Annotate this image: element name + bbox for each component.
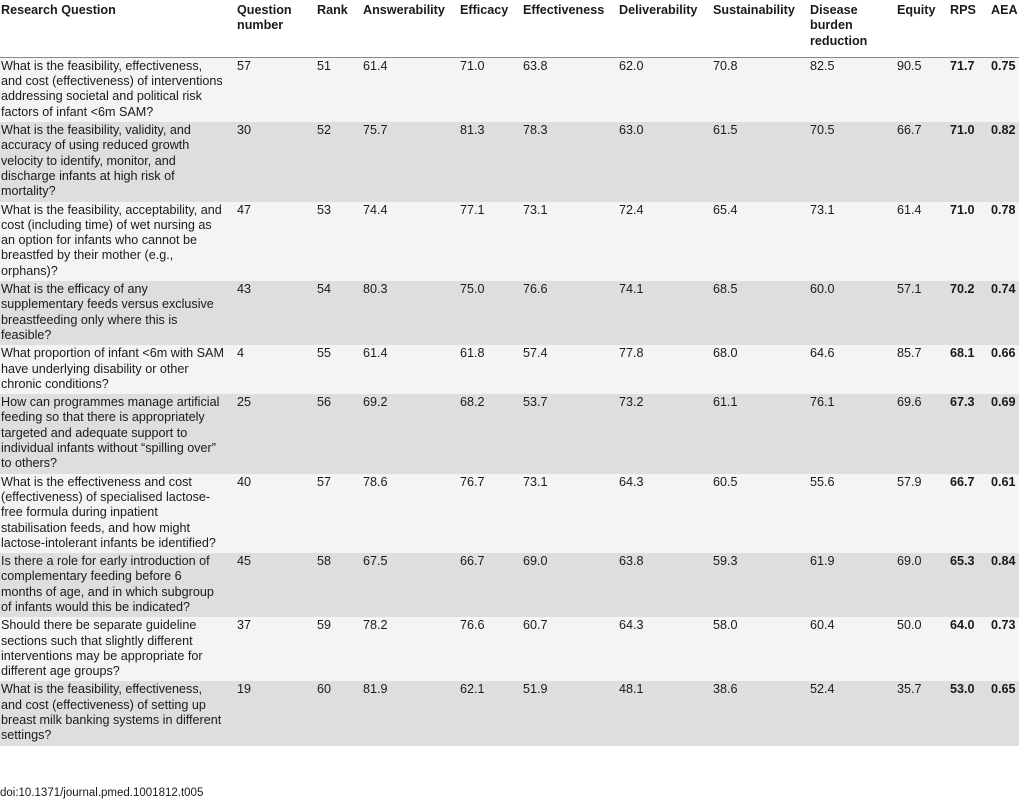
cell-deliverability: 74.1 [618, 281, 712, 345]
cell-efficacy: 61.8 [459, 345, 522, 394]
cell-question-number: 19 [236, 681, 316, 745]
cell-research-question: What is the efficacy of any supplementary feeds versus exclusive breastfeeding only where this is feasible? [0, 281, 236, 345]
cell-research-question: What is the effectiveness and cost (effectiveness) of specialised lactose-free formula during inpatient stabilisation feeds, and how might lactose-intolerant infants be identified? [0, 474, 236, 553]
cell-sustainability: 61.1 [712, 394, 809, 473]
cell-aea: 0.84 [990, 553, 1019, 617]
cell-answerability: 78.6 [362, 474, 459, 553]
cell-effectiveness: 51.9 [522, 681, 618, 745]
cell-sustainability: 70.8 [712, 57, 809, 122]
cell-deliverability: 64.3 [618, 474, 712, 553]
cell-answerability: 78.2 [362, 617, 459, 681]
cell-rps: 66.7 [949, 474, 990, 553]
cell-question-number: 47 [236, 202, 316, 281]
cell-effectiveness: 78.3 [522, 122, 618, 201]
cell-deliverability: 77.8 [618, 345, 712, 394]
cell-disease-burden-reduction: 61.9 [809, 553, 896, 617]
cell-efficacy: 68.2 [459, 394, 522, 473]
cell-rps: 71.7 [949, 57, 990, 122]
table-row [0, 202, 1019, 281]
cell-equity: 69.6 [896, 394, 949, 473]
cell-effectiveness: 53.7 [522, 394, 618, 473]
cell-research-question: Is there a role for early introduction of complementary feeding before 6 months of age, and in which subgroup of infants would this be indicated? [0, 553, 236, 617]
cell-research-question: How can programmes manage artificial feeding so that there is appropriately targeted and adequate support to individual infants without “spilling over” to others? [0, 394, 236, 473]
cell-research-question: What is the feasibility, validity, and accuracy of using reduced growth velocity to identify, monitor, and discharge infants at high risk of mortality? [0, 122, 236, 201]
col-header-rps: RPS [949, 0, 990, 57]
cell-disease-burden-reduction: 76.1 [809, 394, 896, 473]
cell-answerability: 67.5 [362, 553, 459, 617]
cell-research-question: Should there be separate guideline sections such that slightly different interventions may be appropriate for different age groups? [0, 617, 236, 681]
cell-equity: 35.7 [896, 681, 949, 745]
cell-efficacy: 71.0 [459, 57, 522, 122]
cell-disease-burden-reduction: 70.5 [809, 122, 896, 201]
header-row [0, 0, 1019, 57]
col-header-research-question: Research Question [0, 0, 236, 57]
cell-question-number: 37 [236, 617, 316, 681]
cell-aea: 0.82 [990, 122, 1019, 201]
cell-aea: 0.66 [990, 345, 1019, 394]
cell-aea: 0.61 [990, 474, 1019, 553]
cell-rps: 65.3 [949, 553, 990, 617]
doi-caption: doi:10.1371/journal.pmed.1001812.t005 [0, 787, 204, 799]
cell-rank: 57 [316, 474, 362, 553]
table-row [0, 681, 1019, 745]
cell-rps: 70.2 [949, 281, 990, 345]
cell-deliverability: 62.0 [618, 57, 712, 122]
cell-equity: 69.0 [896, 553, 949, 617]
cell-answerability: 74.4 [362, 202, 459, 281]
cell-rps: 67.3 [949, 394, 990, 473]
cell-deliverability: 73.2 [618, 394, 712, 473]
cell-disease-burden-reduction: 82.5 [809, 57, 896, 122]
cell-answerability: 80.3 [362, 281, 459, 345]
cell-efficacy: 75.0 [459, 281, 522, 345]
col-header-effectiveness: Effectiveness [522, 0, 618, 57]
cell-rank: 51 [316, 57, 362, 122]
cell-rps: 68.1 [949, 345, 990, 394]
table-row [0, 474, 1019, 553]
cell-rank: 60 [316, 681, 362, 745]
cell-rps: 64.0 [949, 617, 990, 681]
cell-sustainability: 68.0 [712, 345, 809, 394]
cell-deliverability: 63.0 [618, 122, 712, 201]
cell-sustainability: 38.6 [712, 681, 809, 745]
cell-equity: 90.5 [896, 57, 949, 122]
cell-research-question: What is the feasibility, effectiveness, and cost (effectiveness) of interventions addressing societal and political risk factors of infant <6m SAM? [0, 57, 236, 122]
cell-effectiveness: 73.1 [522, 474, 618, 553]
cell-deliverability: 72.4 [618, 202, 712, 281]
col-header-question-number: Question number [236, 0, 316, 57]
cell-answerability: 69.2 [362, 394, 459, 473]
col-header-efficacy: Efficacy [459, 0, 522, 57]
cell-aea: 0.73 [990, 617, 1019, 681]
col-header-deliverability: Deliverability [618, 0, 712, 57]
col-header-aea: AEA [990, 0, 1019, 57]
cell-disease-burden-reduction: 64.6 [809, 345, 896, 394]
cell-equity: 50.0 [896, 617, 949, 681]
cell-efficacy: 76.7 [459, 474, 522, 553]
cell-efficacy: 81.3 [459, 122, 522, 201]
cell-question-number: 30 [236, 122, 316, 201]
col-header-equity: Equity [896, 0, 949, 57]
cell-efficacy: 62.1 [459, 681, 522, 745]
cell-effectiveness: 69.0 [522, 553, 618, 617]
cell-question-number: 43 [236, 281, 316, 345]
cell-rank: 52 [316, 122, 362, 201]
table-row [0, 281, 1019, 345]
cell-sustainability: 59.3 [712, 553, 809, 617]
cell-disease-burden-reduction: 73.1 [809, 202, 896, 281]
cell-equity: 85.7 [896, 345, 949, 394]
cell-aea: 0.65 [990, 681, 1019, 745]
table-row [0, 553, 1019, 617]
cell-equity: 66.7 [896, 122, 949, 201]
cell-equity: 57.9 [896, 474, 949, 553]
table-row [0, 122, 1019, 201]
cell-sustainability: 60.5 [712, 474, 809, 553]
col-header-answerability: Answerability [362, 0, 459, 57]
cell-question-number: 4 [236, 345, 316, 394]
table-row [0, 57, 1019, 122]
cell-question-number: 40 [236, 474, 316, 553]
cell-research-question: What is the feasibility, acceptability, and cost (including time) of wet nursing as an option for infants who cannot be breastfed by their mother (e.g., orphans)? [0, 202, 236, 281]
cell-rank: 58 [316, 553, 362, 617]
cell-sustainability: 68.5 [712, 281, 809, 345]
cell-answerability: 61.4 [362, 345, 459, 394]
cell-research-question: What is the feasibility, effectiveness, and cost (effectiveness) of setting up breast milk banking systems in different settings? [0, 681, 236, 745]
cell-rank: 56 [316, 394, 362, 473]
cell-disease-burden-reduction: 60.4 [809, 617, 896, 681]
col-header-disease-burden-reduction: Disease burden reduction [809, 0, 896, 57]
cell-sustainability: 58.0 [712, 617, 809, 681]
cell-effectiveness: 63.8 [522, 57, 618, 122]
cell-question-number: 45 [236, 553, 316, 617]
cell-rps: 71.0 [949, 122, 990, 201]
cell-rps: 53.0 [949, 681, 990, 745]
cell-deliverability: 63.8 [618, 553, 712, 617]
cell-effectiveness: 76.6 [522, 281, 618, 345]
cell-sustainability: 65.4 [712, 202, 809, 281]
cell-aea: 0.74 [990, 281, 1019, 345]
cell-efficacy: 77.1 [459, 202, 522, 281]
cell-sustainability: 61.5 [712, 122, 809, 201]
cell-rank: 53 [316, 202, 362, 281]
cell-rank: 55 [316, 345, 362, 394]
cell-answerability: 75.7 [362, 122, 459, 201]
cell-question-number: 25 [236, 394, 316, 473]
cell-disease-burden-reduction: 55.6 [809, 474, 896, 553]
cell-rank: 54 [316, 281, 362, 345]
cell-deliverability: 64.3 [618, 617, 712, 681]
cell-aea: 0.78 [990, 202, 1019, 281]
cell-equity: 61.4 [896, 202, 949, 281]
cell-efficacy: 76.6 [459, 617, 522, 681]
col-header-sustainability: Sustainability [712, 0, 809, 57]
cell-rps: 71.0 [949, 202, 990, 281]
cell-answerability: 61.4 [362, 57, 459, 122]
cell-deliverability: 48.1 [618, 681, 712, 745]
cell-aea: 0.69 [990, 394, 1019, 473]
cell-research-question: What proportion of infant <6m with SAM have underlying disability or other chronic conditions? [0, 345, 236, 394]
col-header-rank: Rank [316, 0, 362, 57]
cell-disease-burden-reduction: 60.0 [809, 281, 896, 345]
cell-equity: 57.1 [896, 281, 949, 345]
cell-effectiveness: 57.4 [522, 345, 618, 394]
table-row [0, 394, 1019, 473]
cell-effectiveness: 60.7 [522, 617, 618, 681]
cell-efficacy: 66.7 [459, 553, 522, 617]
cell-aea: 0.75 [990, 57, 1019, 122]
cell-answerability: 81.9 [362, 681, 459, 745]
table-row [0, 345, 1019, 394]
cell-effectiveness: 73.1 [522, 202, 618, 281]
cell-disease-burden-reduction: 52.4 [809, 681, 896, 745]
cell-question-number: 57 [236, 57, 316, 122]
cell-rank: 59 [316, 617, 362, 681]
table-row [0, 617, 1019, 681]
